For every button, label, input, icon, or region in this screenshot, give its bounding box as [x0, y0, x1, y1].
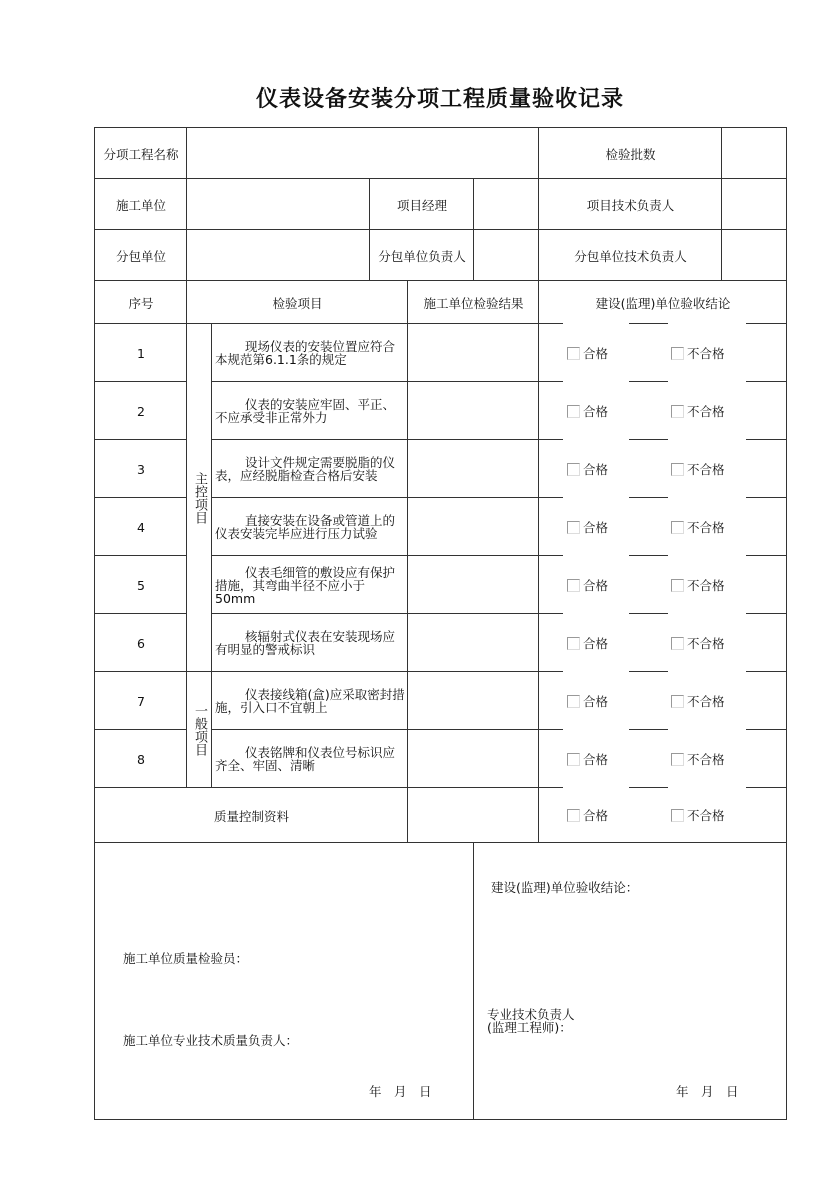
column-header-item [186, 280, 408, 324]
project-manager-label [369, 178, 474, 230]
checkbox-icon[interactable] [567, 347, 580, 360]
item-result-field[interactable] [407, 381, 539, 440]
row-divider [746, 381, 786, 382]
item-description [211, 323, 408, 382]
item-seq-text: 3 [137, 461, 145, 477]
pass-checkbox[interactable] [567, 576, 608, 594]
checkbox-icon[interactable] [671, 521, 684, 534]
checkbox-label: 合格 [583, 404, 609, 419]
item-seq [94, 555, 187, 614]
row-divider [746, 497, 786, 498]
checkbox-label: 合格 [583, 636, 609, 651]
row-divider [629, 729, 668, 730]
item-description [211, 729, 408, 788]
pass-checkbox[interactable] [567, 460, 608, 478]
column-header-supervisor-conclusion-text: 建设(监理)单位验收结论 [595, 295, 731, 311]
contractor-signoff [94, 842, 474, 1120]
inspector-label: 施工单位质量检验员： [123, 951, 249, 966]
checkbox-icon[interactable] [567, 695, 580, 708]
sub-lead-label [369, 229, 474, 281]
checkbox-icon[interactable] [567, 637, 580, 650]
pass-checkbox[interactable] [567, 634, 608, 652]
row-divider [629, 323, 668, 324]
checkbox-icon[interactable] [567, 405, 580, 418]
row-divider [538, 323, 563, 324]
item-seq-text: 2 [137, 403, 145, 419]
row-divider [629, 613, 668, 614]
row-divider [746, 555, 786, 556]
item-description [211, 613, 408, 672]
subcontractor-label [94, 229, 187, 281]
checkbox-label: 合格 [583, 752, 609, 767]
item-description-text: 现场仪表的安装位置应符合本规范第6.1.1条的规定 [215, 339, 396, 367]
item-seq-text: 1 [137, 345, 145, 361]
project-manager-label-text: 项目经理 [396, 197, 447, 213]
checkbox-icon[interactable] [671, 579, 684, 592]
item-description-text: 仪表接线箱(盒)应采取密封措施，引入口不宜朝上 [215, 687, 405, 715]
item-description-text: 设计文件规定需要脱脂的仪表，应经脱脂检查合格后安装 [215, 455, 396, 483]
item-seq-text: 8 [137, 751, 145, 767]
fail-checkbox[interactable] [671, 518, 725, 536]
item-description [211, 381, 408, 440]
quality-docs-label-text: 质量控制资料 [213, 808, 289, 824]
checkbox-label: 不合格 [687, 346, 725, 361]
subcontractor-label-text: 分包单位 [115, 248, 166, 264]
checkbox-icon[interactable] [567, 521, 580, 534]
checkbox-icon[interactable] [671, 405, 684, 418]
item-description [211, 671, 408, 730]
item-description [211, 555, 408, 614]
checkbox-label: 不合格 [687, 808, 725, 823]
column-header-item-text: 检验项目 [272, 295, 323, 311]
row-divider [746, 787, 786, 788]
item-seq-text: 7 [137, 693, 145, 709]
row-divider [629, 555, 668, 556]
sub-lead-label-text: 分包单位负责人 [378, 248, 466, 264]
checkbox-icon[interactable] [567, 463, 580, 476]
checkbox-icon[interactable] [567, 753, 580, 766]
tech-lead-label [538, 178, 722, 230]
row-divider [746, 729, 786, 730]
supervisor-label-line2: (监理工程师)： [487, 1020, 572, 1035]
item-seq [94, 729, 187, 788]
item-seq [94, 439, 187, 498]
row-divider [746, 439, 786, 440]
tech-lead-label-text: 项目技术负责人 [586, 197, 675, 213]
tech-lead-field[interactable] [721, 178, 787, 230]
checkbox-label: 不合格 [687, 404, 725, 419]
checkbox-icon[interactable] [671, 695, 684, 708]
row-divider [538, 671, 563, 672]
checkbox-icon[interactable] [671, 809, 684, 822]
checkbox-label: 合格 [583, 520, 609, 535]
row-divider [186, 323, 211, 324]
fail-checkbox[interactable] [671, 692, 725, 710]
checkbox-icon[interactable] [671, 753, 684, 766]
group-label: 一般项目 [192, 704, 207, 756]
column-header-supervisor-conclusion [538, 280, 787, 324]
row-divider [746, 671, 786, 672]
quality-docs-result-field[interactable] [407, 787, 539, 843]
pass-checkbox[interactable] [567, 518, 608, 536]
checkbox-label: 不合格 [687, 520, 725, 535]
fail-checkbox[interactable] [671, 576, 725, 594]
item-description-text: 仪表铭牌和仪表位号标识应齐全、牢固、清晰 [215, 745, 396, 773]
batch-count-label [538, 127, 722, 179]
pass-checkbox[interactable] [567, 402, 608, 420]
project-name-field[interactable] [186, 127, 539, 179]
row-divider [746, 613, 786, 614]
checkbox-label: 不合格 [687, 636, 725, 651]
group-label: 主控项目 [192, 471, 207, 524]
fail-checkbox[interactable] [671, 344, 725, 362]
quality-lead-label: 施工单位专业技术质量负责人： [123, 1033, 299, 1048]
row-divider [629, 787, 668, 788]
row-divider [538, 555, 563, 556]
checkbox-icon[interactable] [567, 579, 580, 592]
item-description [211, 439, 408, 498]
left-date: 年 月 日 [369, 1084, 432, 1099]
item-seq-text: 5 [137, 577, 145, 593]
row-divider [538, 729, 563, 730]
column-header-contractor-result [407, 280, 539, 324]
row-divider [538, 613, 563, 614]
row-divider [629, 497, 668, 498]
sub-lead-field[interactable] [473, 229, 539, 281]
item-description [211, 497, 408, 556]
item-result-field[interactable] [407, 671, 539, 730]
row-divider [538, 787, 563, 788]
contractor-field[interactable] [186, 178, 370, 230]
column-header-seq-text: 序号 [128, 295, 154, 311]
checkbox-label: 不合格 [687, 694, 725, 709]
fail-checkbox[interactable] [671, 750, 725, 768]
item-seq [94, 671, 187, 730]
checkbox-icon[interactable] [671, 463, 684, 476]
item-result-field[interactable] [407, 439, 539, 498]
item-seq-text: 4 [137, 519, 145, 535]
pass-checkbox[interactable] [567, 692, 608, 710]
fail-checkbox[interactable] [671, 460, 725, 478]
project-manager-field[interactable] [473, 178, 539, 230]
row-divider [629, 671, 668, 672]
subcontractor-field[interactable] [186, 229, 370, 281]
item-seq [94, 381, 187, 440]
pass-checkbox[interactable] [567, 806, 608, 824]
checkbox-label: 合格 [583, 462, 609, 477]
sub-tech-lead-label [538, 229, 722, 281]
item-seq-text: 6 [137, 635, 145, 651]
checkbox-label: 合格 [583, 578, 609, 593]
group-general [186, 671, 212, 788]
checkbox-icon[interactable] [671, 347, 684, 360]
item-seq [94, 613, 187, 672]
item-result-field[interactable] [407, 613, 539, 672]
contractor-label-text: 施工单位 [115, 197, 166, 213]
fail-checkbox[interactable] [671, 806, 725, 824]
column-header-contractor-result-text: 施工单位检验结果 [423, 295, 524, 311]
row-divider [629, 439, 668, 440]
sub-tech-lead-label-text: 分包单位技术负责人 [574, 248, 687, 264]
project-name-label-text: 分项工程名称 [103, 146, 179, 162]
item-result-field[interactable] [407, 729, 539, 788]
batch-count-label-text: 检验批数 [605, 146, 656, 162]
row-divider [538, 439, 563, 440]
group-main-control [186, 323, 212, 672]
fail-checkbox[interactable] [671, 402, 725, 420]
row-divider [538, 381, 563, 382]
supervisor-label-line1: 专业技术负责人 [487, 1007, 575, 1022]
checkbox-label: 合格 [583, 694, 609, 709]
item-description-text: 仪表的安装应牢固、平正、不应承受非正常外力 [215, 397, 396, 425]
row-divider [746, 323, 786, 324]
item-description-text: 仪表毛细管的敷设应有保护措施，其弯曲半径不应小于50mm [215, 564, 396, 606]
conclusion-label: 建设(监理)单位验收结论： [491, 880, 639, 895]
checkbox-label: 不合格 [687, 578, 725, 593]
item-seq [94, 497, 187, 556]
item-description-text: 核辐射式仪表在安装现场应有明显的警戒标识 [215, 629, 396, 657]
fail-checkbox[interactable] [671, 634, 725, 652]
checkbox-icon[interactable] [671, 637, 684, 650]
item-result-field[interactable] [407, 323, 539, 382]
sub-tech-lead-field[interactable] [721, 229, 787, 281]
page-title: 仪表设备安装分项工程质量验收记录 [255, 87, 624, 112]
item-result-field[interactable] [407, 497, 539, 556]
quality-docs-label [94, 787, 408, 843]
item-seq [94, 323, 187, 382]
item-description-text: 直接安装在设备或管道上的仪表安装完毕应进行压力试验 [215, 513, 396, 541]
contractor-label [94, 178, 187, 230]
checkbox-icon[interactable] [567, 809, 580, 822]
column-header-seq [94, 280, 187, 324]
checkbox-label: 合格 [583, 808, 609, 823]
pass-checkbox[interactable] [567, 344, 608, 362]
checkbox-label: 合格 [583, 346, 609, 361]
right-date: 年 月 日 [676, 1084, 739, 1099]
item-result-field[interactable] [407, 555, 539, 614]
checkbox-label: 不合格 [687, 752, 725, 767]
pass-checkbox[interactable] [567, 750, 608, 768]
batch-count-field[interactable] [721, 127, 787, 179]
checkbox-label: 不合格 [687, 462, 725, 477]
row-divider [629, 381, 668, 382]
row-divider [538, 497, 563, 498]
project-name-label [94, 127, 187, 179]
